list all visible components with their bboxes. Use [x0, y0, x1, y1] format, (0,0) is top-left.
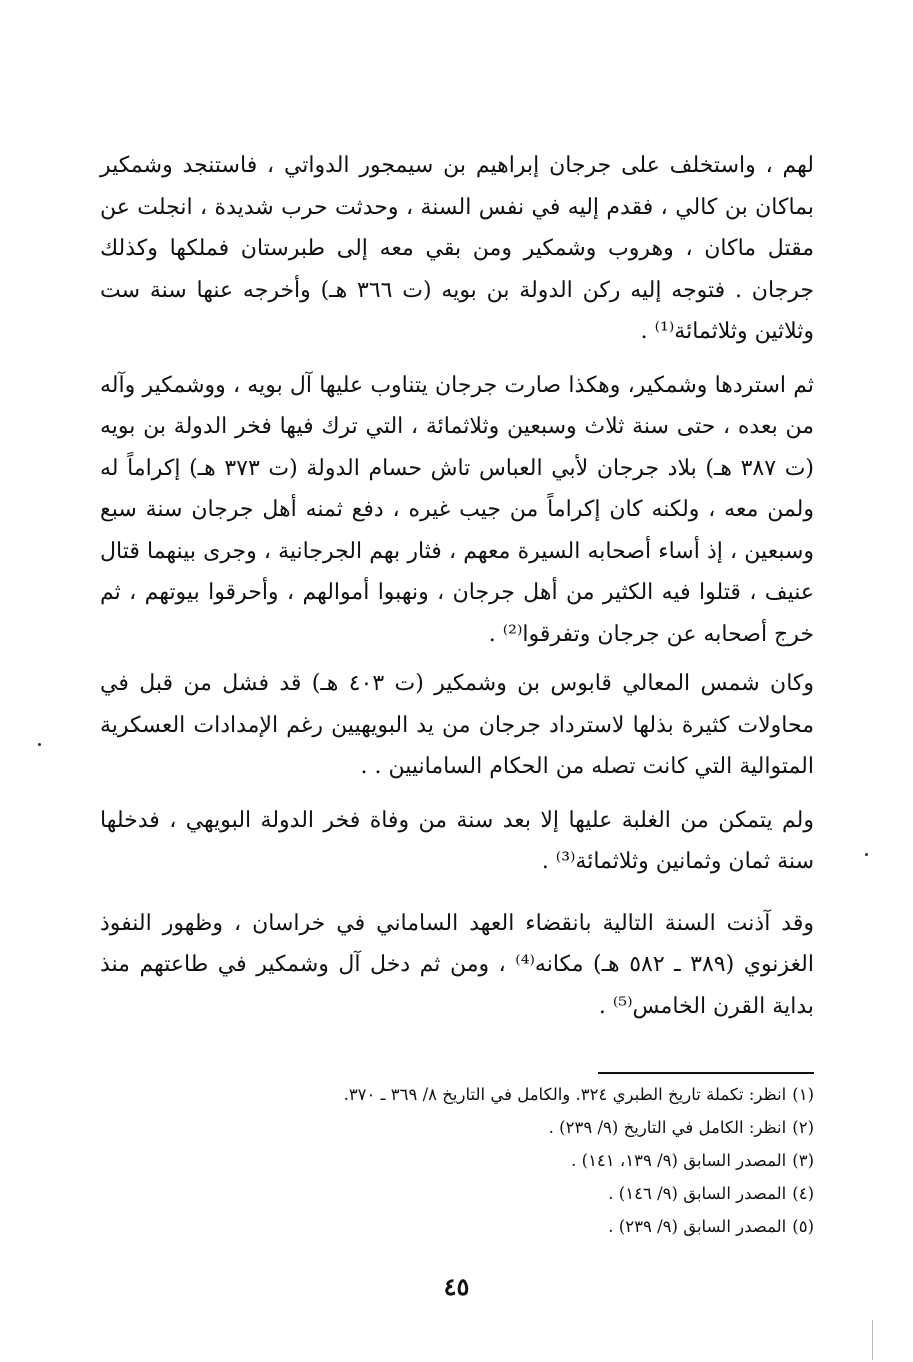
paragraph-2: ثم استردها وشمكير، وهكذا صارت جرجان يتناوب عليها آل بويه ، ووشمكير وآله من بعده ، حتى سنة ثلاث وسبعين وثلاثمائة ، التي ترك فيها فخر الدولة بن بويه (ت ٣٨٧ هـ) بلاد جرجان لأبي العباس تاش حسام الدولة (ت ٣٧٣ هـ) إكراماً له ولمن معه ، ولكنه كان إكراماً من جيب غيره ، دفع ثمنه أهل جرجان سنة سبع وسبعين ، إذ أساء أصحابه السيرة معهم ، فثار بهم الجرجانية ، وجرى بينهما قتال عنيف ، قتلوا فيه الكثير من أهل جرجان ، ونهبوا أموالهم ، وأحرقوا بيوتهم ، ثم خرج أصحابه عن جرجان وتفرقوا⁽²⁾ .	[100, 372, 814, 647]
footnote-number: (٤)	[792, 1184, 814, 1203]
margin-speck	[865, 853, 868, 856]
footnote-divider	[598, 1072, 814, 1074]
footnote-3	[200, 1144, 814, 1177]
paragraph-5: وقد آذنت السنة التالية بانقضاء العهد الساماني في خراسان ، وظهور النفوذ الغزنوي (٣٨٩ ـ ٥٨٢ هـ) مكانه⁽⁴⁾ ، ومن ثم دخل آل وشمكير في طاعتهم منذ بداية القرن الخامس⁽⁵⁾ .	[100, 910, 815, 1019]
footnote-text: المصدر السابق (٩/ ١٤٦) .	[608, 1184, 787, 1203]
footnote-text: انظر: تكملة تاريخ الطبري ٣٢٤. والكامل في التاريخ ٨/ ٣٦٩ ـ ٣٧٠.	[343, 1085, 787, 1104]
main-text	[100, 145, 814, 1027]
paragraph-4: ولم يتمكن من الغلبة عليها إلا بعد سنة من وفاة فخر الدولة البويهي ، فدخلها سنة ثمان وثمانين وثلاثمائة⁽³⁾ .	[100, 807, 814, 874]
margin-speck	[38, 743, 41, 746]
footnote-number: (١)	[792, 1085, 814, 1104]
footnotes	[200, 1078, 814, 1243]
page-number: ٤٥	[443, 1272, 470, 1301]
footnote-5	[200, 1210, 814, 1243]
footnote-number: (٥)	[792, 1217, 814, 1236]
footnote-text: المصدر السابق (٩/ ١٣٩، ١٤١) .	[571, 1151, 787, 1170]
footnote-1	[200, 1078, 814, 1111]
page-edge-line	[872, 1320, 873, 1360]
footnote-number: (٣)	[792, 1151, 814, 1170]
paragraph-1: لهم ، واستخلف على جرجان إبراهيم بن سيمجور الدواتي ، فاستنجد وشمكير بماكان بن كالي ، فقدم إليه في نفس السنة ، وحدثت حرب شديدة ، انجلت عن مقتل ماكان ، وهروب وشمكير ومن بقي معه إلى طبرستان فملكها وكذلك جرجان . فتوجه إليه ركن الدولة بن بويه (ت ٣٦٦ هـ) وأخرجه عنها سنة ست وثلاثين وثلاثمائة⁽¹⁾ .	[100, 153, 814, 344]
footnote-number: (٢)	[792, 1118, 814, 1137]
footnote-text: المصدر السابق (٩/ ٢٣٩) .	[608, 1217, 787, 1236]
footnote-4	[200, 1177, 814, 1210]
footnote-text: انظر: الكامل في التاريخ (٩/ ٢٣٩) .	[548, 1118, 787, 1137]
footnote-2	[200, 1111, 814, 1144]
paragraph-3: وكان شمس المعالي قابوس بن وشمكير (ت ٤٠٣ هـ) قد فشل من قبل في محاولات كثيرة بذلها لاسترداد جرجان من يد البويهيين رغم الإمدادات العسكرية المتوالية التي كانت تصله من الحكام السامانيين . .	[100, 671, 814, 779]
